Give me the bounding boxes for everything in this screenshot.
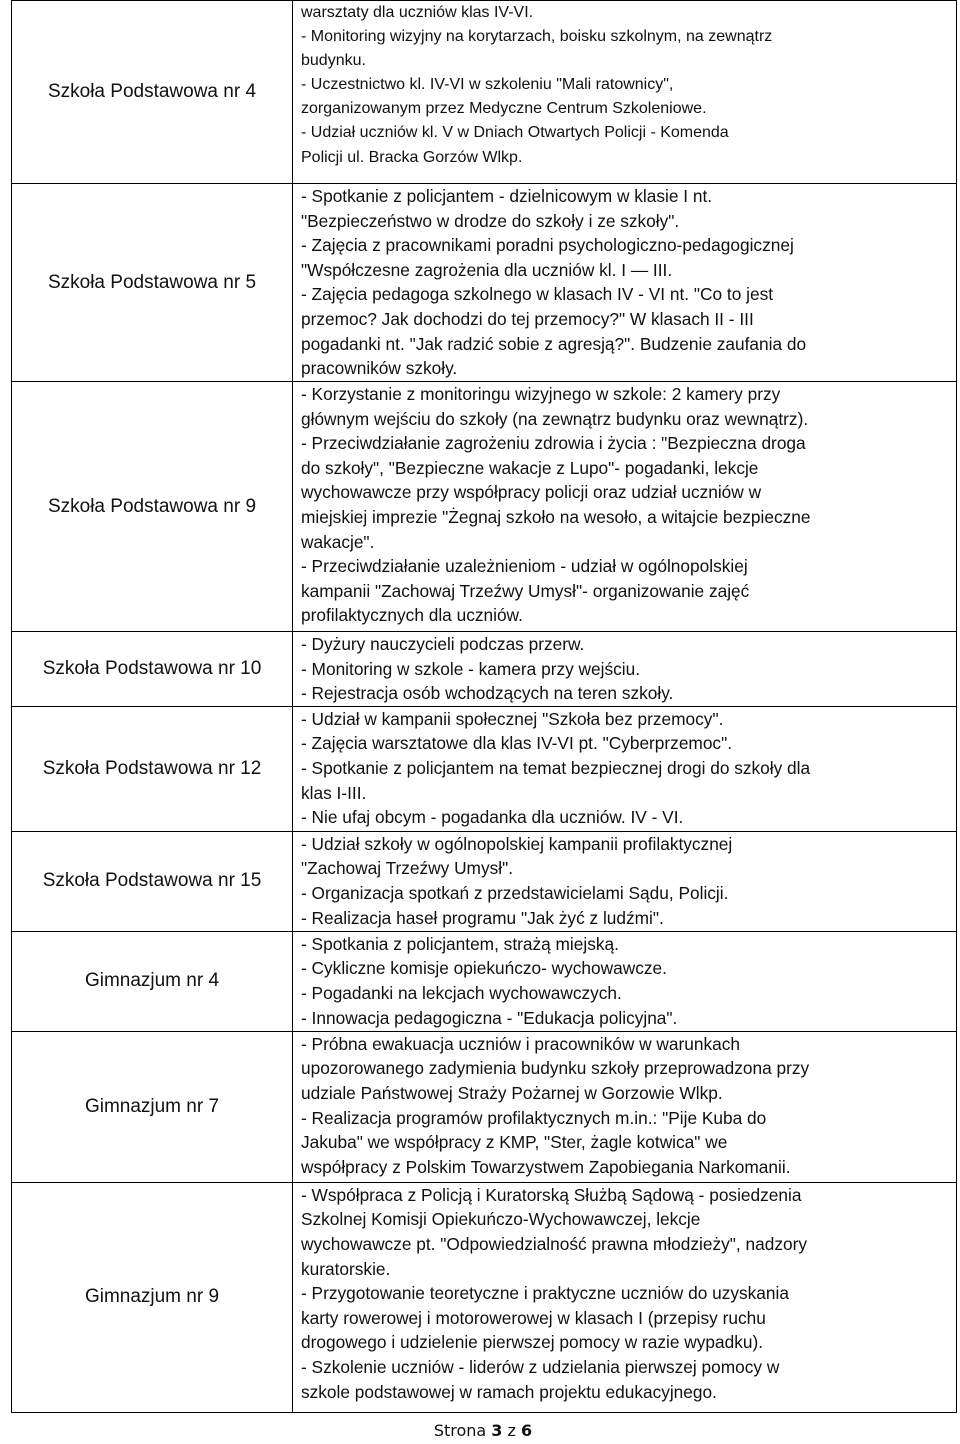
activity-line: pracowników szkoły. [301, 358, 458, 379]
footer-total-pages: 6 [521, 1421, 533, 1440]
activity-line: - Udział szkoły w ogólnopolskiej kampanii profilaktycznej [301, 833, 733, 854]
activities-cell [293, 382, 957, 632]
activity-line: - Realizacja haseł programu "Jak żyć z ludźmi". [301, 907, 664, 928]
table-row [12, 931, 957, 1031]
activity-line: - Przeciwdziałanie zagrożeniu zdrowia i życia : "Bezpieczna droga [301, 433, 806, 454]
activity-line: - Dyżury nauczycieli podczas przerw. [301, 634, 585, 654]
school-cell [12, 706, 293, 831]
activity-line: "Współczesne zagrożenia dla uczniów kl. I — III. [301, 259, 673, 280]
activity-line: - Organizacja spotkań z przedstawicielami Sądu, Policji. [301, 882, 729, 903]
activity-line: - Korzystanie z monitoringu wizyjnego w szkole: 2 kamery przy [301, 384, 781, 404]
footer-of: z [507, 1421, 516, 1440]
activity-line: Szkolnej Komisji Opiekuńczo-Wychowawczej, lekcje [301, 1209, 701, 1230]
table-row [12, 1031, 957, 1182]
activities-cell [293, 632, 957, 707]
school-cell [12, 382, 293, 632]
activity-line: głównym wejściu do szkoły (na zewnątrz budynku oraz wewnątrz). [301, 408, 809, 429]
school-name: Szkoła Podstawowa nr 10 [42, 657, 262, 679]
table-row [12, 382, 957, 632]
school-name: Szkoła Podstawowa nr 15 [42, 870, 262, 892]
table-body [12, 1, 957, 1413]
activity-line: wakacje". [301, 531, 375, 552]
school-cell [12, 931, 293, 1031]
table-row [12, 1182, 957, 1412]
activity-line: wychowawcze pt. "Odpowiedzialność prawna młodzieży", nadzory [301, 1233, 807, 1254]
activities-cell [293, 1, 957, 184]
table-row [12, 632, 957, 707]
activity-line: - Nie ufaj obcym - pogadanka dla uczniów. IV - VI. [301, 807, 684, 828]
activity-line: - Innowacja pedagogiczna - "Edukacja policyjna". [301, 1007, 678, 1028]
activities-cell [293, 184, 957, 382]
activities-cell [293, 706, 957, 831]
table-row [12, 184, 957, 382]
activity-line: - Zajęcia z pracownikami poradni psychologiczno-pedagogicznej [301, 235, 794, 256]
school-name: Gimnazjum nr 9 [84, 1286, 220, 1308]
activity-line: - Zajęcia pedagoga szkolnego w klasach IV - VI nt. "Co to jest [301, 284, 774, 305]
activity-line: klas I-III. [301, 782, 367, 803]
activity-line: udziale Państwowej Straży Pożarnej w Gorzowie Wlkp. [301, 1082, 723, 1103]
school-name: Szkoła Podstawowa nr 5 [47, 271, 257, 293]
activity-line: - Spotkanie z policjantem na temat bezpiecznej drogi do szkoły dla [301, 757, 811, 778]
activity-line: - Próbna ewakuacja uczniów i pracowników w warunkach [301, 1033, 740, 1054]
activity-line: - Przeciwdziałanie uzależnieniom - udział w ogólnopolskiej [301, 556, 748, 577]
activity-line: upozorowanego zadymienia budynku szkoły przeprowadzona przy [301, 1058, 810, 1079]
footer-prefix: Strona [433, 1421, 487, 1440]
activity-line: karty rowerowej i motorowerowej w klasach I (przepisy ruchu [301, 1307, 766, 1328]
activity-line: - Cykliczne komisje opiekuńczo- wychowawcze. [301, 958, 667, 979]
activity-line: profilaktycznych dla uczniów. [301, 605, 523, 626]
school-name: Szkoła Podstawowa nr 4 [47, 81, 257, 102]
activity-line: drogowego i udzielenie pierwszej pomocy w razie wypadku). [301, 1332, 764, 1353]
activity-line: - Przygotowanie teoretyczne i praktyczne uczniów do uzyskania [301, 1283, 789, 1304]
activities-cell [293, 1182, 957, 1412]
activity-line: Jakuba" we współpracy z KMP, "Ster, żagle kotwica" we [301, 1132, 728, 1153]
activity-line: - Pogadanki na lekcjach wychowawczych. [301, 982, 622, 1003]
school-cell [12, 831, 293, 931]
school-cell [12, 184, 293, 382]
activity-line: szkole podstawowej w ramach projektu edukacyjnego. [301, 1381, 717, 1402]
table-row [12, 706, 957, 831]
activity-line: - Rejestracja osób wchodzących na teren szkoły. [301, 683, 674, 704]
activity-line: - Współpraca z Policją i Kuratorską Służbą Sądową - posiedzenia [301, 1184, 802, 1205]
activity-line: "Bezpieczeństwo w drodze do szkoły i ze szkoły". [301, 210, 680, 231]
activity-line: przemoc? Jak dochodzi do tej przemocy?" W klasach II - III [301, 308, 754, 329]
table-row [12, 1, 957, 184]
school-name: Gimnazjum nr 4 [84, 970, 220, 992]
activity-line: - Szkolenie uczniów - liderów z udzielania pierwszej pomocy w [301, 1356, 780, 1377]
activity-line: - Monitoring w szkole - kamera przy wejściu. [301, 658, 641, 679]
activity-line: - Udział w kampanii społecznej "Szkoła bez przemocy". [301, 708, 724, 729]
activity-line: - Zajęcia warsztatowe dla klas IV-VI pt. "Cyberprzemoc". [301, 733, 733, 754]
activity-line: - Spotkania z policjantem, strażą miejską. [301, 933, 619, 954]
activity-line: - Monitoring wizyjny na korytarzach, boisku szkolnym, na zewnątrz [301, 28, 773, 46]
activity-line: warsztaty dla uczniów klas IV-VI. [301, 4, 534, 21]
activity-line: do szkoły", "Bezpieczne wakacje z Lupo"- pogadanki, lekcje [301, 457, 759, 478]
activity-line: Policji ul. Bracka Gorzów Wlkp. [301, 148, 523, 166]
activity-line: wychowawcze przy współpracy policji oraz udział uczniów w [301, 482, 762, 503]
activity-line: współpracy z Polskim Towarzystwem Zapobiegania Narkomanii. [301, 1156, 791, 1177]
activities-cell [293, 1031, 957, 1182]
activity-line: - Spotkanie z policjantem - dzielnicowym w klasie I nt. [301, 186, 713, 206]
school-name: Szkoła Podstawowa nr 9 [47, 495, 257, 517]
activities-cell [293, 931, 957, 1031]
activities-cell [293, 831, 957, 931]
school-cell [12, 1182, 293, 1412]
activity-line: zorganizowanym przez Medyczne Centrum Szkoleniowe. [301, 100, 707, 118]
activity-line: kuratorskie. [301, 1258, 391, 1279]
school-cell [12, 1, 293, 184]
table-row [12, 831, 957, 931]
school-name: Szkoła Podstawowa nr 12 [42, 757, 262, 779]
page-footer [0, 1419, 960, 1443]
activity-line: budynku. [301, 52, 366, 70]
school-cell [12, 632, 293, 707]
activity-line: pogadanki nt. "Jak radzić sobie z agresją?". Budzenie zaufania do [301, 333, 807, 354]
school-name: Gimnazjum nr 7 [84, 1095, 220, 1117]
school-cell [12, 1031, 293, 1182]
activity-line: kampanii "Zachowaj Trzeźwy Umysł"- organizowanie zajęć [301, 580, 750, 601]
activity-line: - Realizacja programów profilaktycznych m.in.: "Pije Kuba do [301, 1107, 767, 1128]
activity-line: "Zachowaj Trzeźwy Umysł". [301, 858, 513, 879]
footer-page-number: 3 [491, 1421, 503, 1440]
schools-table [11, 0, 957, 1413]
activity-line: - Udział uczniów kl. V w Dniach Otwartych Policji - Komenda [301, 124, 729, 142]
activity-line: miejskiej imprezie "Żegnaj szkoło na wesoło, a witajcie bezpieczne [301, 506, 811, 527]
activity-line: - Uczestnictwo kl. IV-VI w szkoleniu "Mali ratownicy", [301, 76, 674, 94]
